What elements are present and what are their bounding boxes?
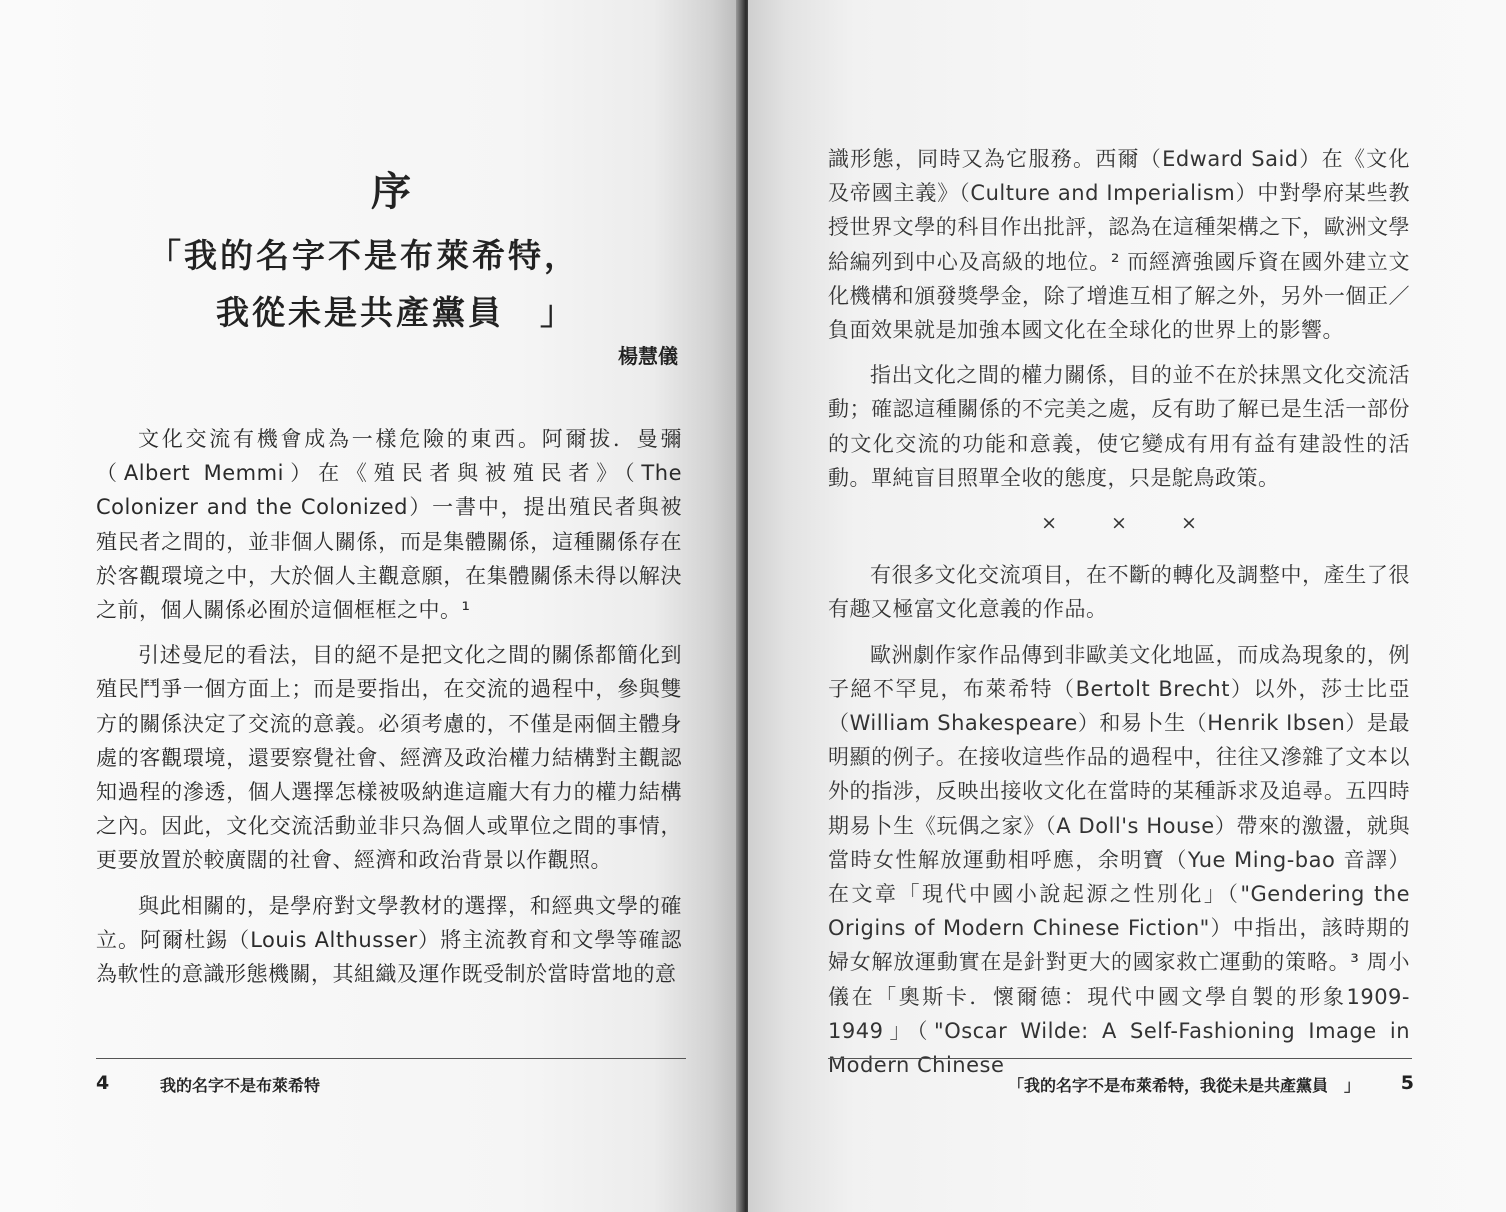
paragraph: 指出文化之間的權力關係，目的並不在於抹黑文化交流活動；確認這種關係的不完美之處，反有助了解已是生活一部份的文化交流的功能和意義，使它變成有用有益有建設性的活動。單純盲目照單全收的態度，只是鴕鳥政策。 xyxy=(828,363,1410,490)
chapter-subtitle-line-1: 「我的名字不是布萊希特， xyxy=(148,236,580,275)
paragraph: 引述曼尼的看法，目的絕不是把文化之間的關係都簡化到殖民鬥爭一個方面上；而是要指出，在交流的過程中，參與雙方的關係決定了交流的意義。必須考慮的，不僅是兩個主體身處的客觀環境，還要察覺社會、經濟及政治權力結構對主觀認知過程的滲透，個人選擇怎樣被吸納進這龐大有力的權力結構之內。因此，文化交流活動並非只為個人或單位之間的事情，更要放置於較廣闊的社會、經濟和政治背景以作觀照。 xyxy=(96,643,682,873)
left-page xyxy=(0,0,742,1212)
page-number: 4 xyxy=(96,1072,110,1094)
paragraph: 文化交流有機會成為一樣危險的東西。阿爾拔．曼彌（Albert Memmi）在《殖民者與被殖民者》（The Colonizer and the Colonized）一書中，提出殖民者與被殖民者之間的，並非個人關係，而是集體關係，這種關係存在於客觀環境之中，大於個人主觀意願，在集體關係未得以解決之前，個人關係必囿於這個框框之中。¹ xyxy=(96,427,682,623)
right-page xyxy=(748,0,1506,1212)
paragraph: 與此相關的，是學府對文學教材的選擇，和經典文學的確立。阿爾杜錫（Louis Althusser）將主流教育和文學等確認為軟性的意識形態機關，其組織及運作既受制於當時當地的意 xyxy=(96,893,682,987)
section-separator: ××× xyxy=(1041,512,1251,535)
paragraph: 歐洲劇作家作品傳到非歐美文化地區，而成為現象的，例子絕不罕見，布萊希特（Bertolt Brecht）以外，莎士比亞（William Shakespeare）和易卜生（Henrik Ibsen）是最明顯的例子。在接收這些作品的過程中，往往又滲雜了文本以外的指涉，反映出接收文化在當時的某種訴求及追尋。五四時期易卜生《玩偶之家》（A Doll's House）帶來的激盪，就與當時女性解放運動相呼應，余明寶（Yue Ming-bao 音譯）在文章「現代中國小說起源之性別化」（"Gendering the Origins of Modern Chinese Fiction"）中指出，該時期的婦女解放運動實在是針對更大的國家救亡運動的策略。³ 周小儀在「奧斯卡．懷爾德：現代中國文學自製的形象1909-1949」（"Oscar Wilde: A Self-Fashioning Image in Modern Chinese xyxy=(828,642,1410,1078)
page-number: 5 xyxy=(1400,1072,1414,1094)
author-name: 楊慧儀 xyxy=(618,344,678,368)
running-title: 我的名字不是布萊希特 xyxy=(160,1076,321,1095)
running-title: 「我的名字不是布萊希特，我從未是共產黨員 」 xyxy=(1007,1076,1360,1095)
footer-divider xyxy=(96,1058,686,1059)
paragraph: 有很多文化交流項目，在不斷的轉化及調整中，產生了很有趣又極富文化意義的作品。 xyxy=(828,563,1410,622)
footer-divider xyxy=(828,1058,1412,1059)
chapter-title: 序 xyxy=(371,169,411,215)
right-page-body xyxy=(828,142,1410,1093)
chapter-subtitle-line-2: 我從未是共產黨員 」 xyxy=(216,293,576,332)
paragraph: 識形態，同時又為它服務。西爾（Edward Said）在《文化及帝國主義》（Culture and Imperialism）中對學府某些教授世界文學的科目作出批評，認為在這種架構之下，歐洲文學給編列到中心及高級的地位。² 而經濟強國斥資在國外建立文化機構和頒發獎學金，除了增進互相了解之外，另外一個正／負面效果就是加強本國文化在全球化的世界上的影響。 xyxy=(828,147,1410,343)
left-page-body xyxy=(96,422,682,1002)
